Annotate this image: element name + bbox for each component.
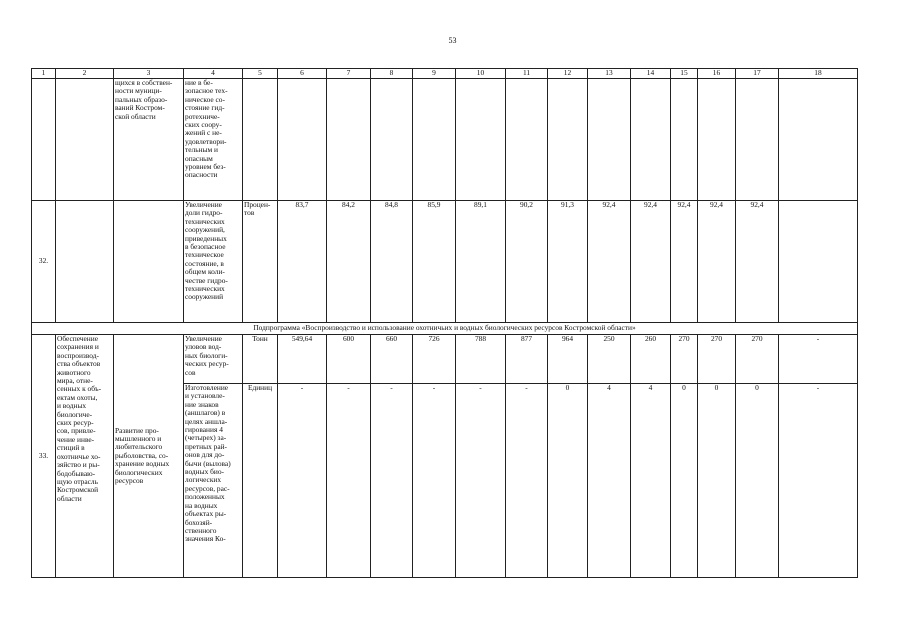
program-indicators-table: [31, 68, 858, 578]
column-number: 12: [548, 69, 588, 79]
value-cell: 90,2: [506, 201, 548, 323]
value-cell: -: [779, 335, 858, 384]
table-row-33a: [32, 335, 858, 384]
unit-cell: Тонн: [243, 335, 278, 384]
column-number-row: [32, 69, 858, 79]
indicator-text: Изготовление и установле- ние знаков (аншлагов) в целях аншла- гирования 4 (четырех) за- претных рай- онов для до- бычи (вылова) водных био- логических ресурсов, рас- положенных на водных объектах ры- бохозяй- ственного значения Ко-: [184, 384, 243, 578]
value-cell: 91,3: [548, 201, 588, 323]
value-cell: 549,64: [278, 335, 327, 384]
value-cell: 0: [736, 384, 779, 578]
column-number: 4: [184, 69, 243, 79]
unit-cell: Единиц: [243, 384, 278, 578]
value-cell: 92,4: [588, 201, 631, 323]
value-cell: -: [779, 384, 858, 578]
value-cell: -: [413, 384, 456, 578]
value-cell: 270: [671, 335, 698, 384]
value-cell: 89,1: [456, 201, 506, 323]
value-cell: 964: [548, 335, 588, 384]
page-number: 53: [448, 36, 457, 45]
value-cell: 92,4: [736, 201, 779, 323]
value-cell: 83,7: [278, 201, 327, 323]
unit-cell: Процен- тов: [243, 201, 278, 323]
subprogram-title: Подпрограмма «Воспроизводство и использование охотничьих и водных биологических ресурсов Костромской области»: [32, 323, 858, 335]
value-cell: 0: [698, 384, 736, 578]
table-row-32: [32, 201, 858, 323]
value-cell: 600: [327, 335, 371, 384]
value-cell: 0: [548, 384, 588, 578]
value-cell: [779, 201, 858, 323]
value-cell: -: [371, 384, 413, 578]
value-cell: 84,2: [327, 201, 371, 323]
column-number: 9: [413, 69, 456, 79]
value-cell: 726: [413, 335, 456, 384]
goal-text: Обеспечение сохранения и воспроизвод- ства объектов животного мира, отне- сенных к объ- ектам охоты, и водных биологиче- ских ресур- сов, привле- чение инве- стиций в охотничье хо- зяйство и ры- бодобываю- щую отрасль Костромской области: [56, 335, 114, 578]
column-number: 1: [32, 69, 56, 79]
table-row-continuation: [32, 79, 858, 201]
measure-text: щихся в собствен- ности муници- пальных образо- ваний Костром- ской области: [114, 79, 184, 201]
indicator-text: Увеличение доли гидро- технических сооружений, приведенных в безопасное техническое состояние, в общем коли- честве гидро- технических сооружений: [184, 201, 243, 323]
value-cell: 4: [631, 384, 671, 578]
value-cell: 788: [456, 335, 506, 384]
column-number: 5: [243, 69, 278, 79]
value-cell: 260: [631, 335, 671, 384]
column-number: 16: [698, 69, 736, 79]
column-number: 17: [736, 69, 779, 79]
value-cell: 250: [588, 335, 631, 384]
column-number: 7: [327, 69, 371, 79]
column-number: 6: [278, 69, 327, 79]
value-cell: 660: [371, 335, 413, 384]
column-number: 15: [671, 69, 698, 79]
subprogram-row: [32, 323, 858, 335]
value-cell: -: [278, 384, 327, 578]
value-cell: 92,4: [698, 201, 736, 323]
value-cell: 92,4: [631, 201, 671, 323]
indicator-text: Увеличение уловов вод- ных биологи- ческих ресур- сов: [184, 335, 243, 384]
value-cell: -: [506, 384, 548, 578]
value-cell: 85,9: [413, 201, 456, 323]
indicator-text: ние в бе- зопасное тех- ническое со- стояние гид- ротехниче- ских соору- жений с не- удовлетвори- тельным и опасным уровнем без- опасности: [184, 79, 243, 201]
value-cell: -: [327, 384, 371, 578]
value-cell: 4: [588, 384, 631, 578]
value-cell: -: [456, 384, 506, 578]
value-cell: 92,4: [671, 201, 698, 323]
column-number: 2: [56, 69, 114, 79]
column-number: 18: [779, 69, 858, 79]
column-number: 14: [631, 69, 671, 79]
column-number: 8: [371, 69, 413, 79]
value-cell: 84,8: [371, 201, 413, 323]
column-number: 13: [588, 69, 631, 79]
value-cell: 0: [671, 384, 698, 578]
column-number: 11: [506, 69, 548, 79]
value-cell: 270: [698, 335, 736, 384]
measure-text: Развитие про- мышленного и любительского рыболовства, со- хранение водных биологических ресурсов: [114, 335, 184, 578]
value-cell: 270: [736, 335, 779, 384]
column-number: 10: [456, 69, 506, 79]
value-cell: 877: [506, 335, 548, 384]
row-index: 33.: [32, 335, 56, 578]
column-number: 3: [114, 69, 184, 79]
row-index: 32.: [32, 201, 56, 323]
